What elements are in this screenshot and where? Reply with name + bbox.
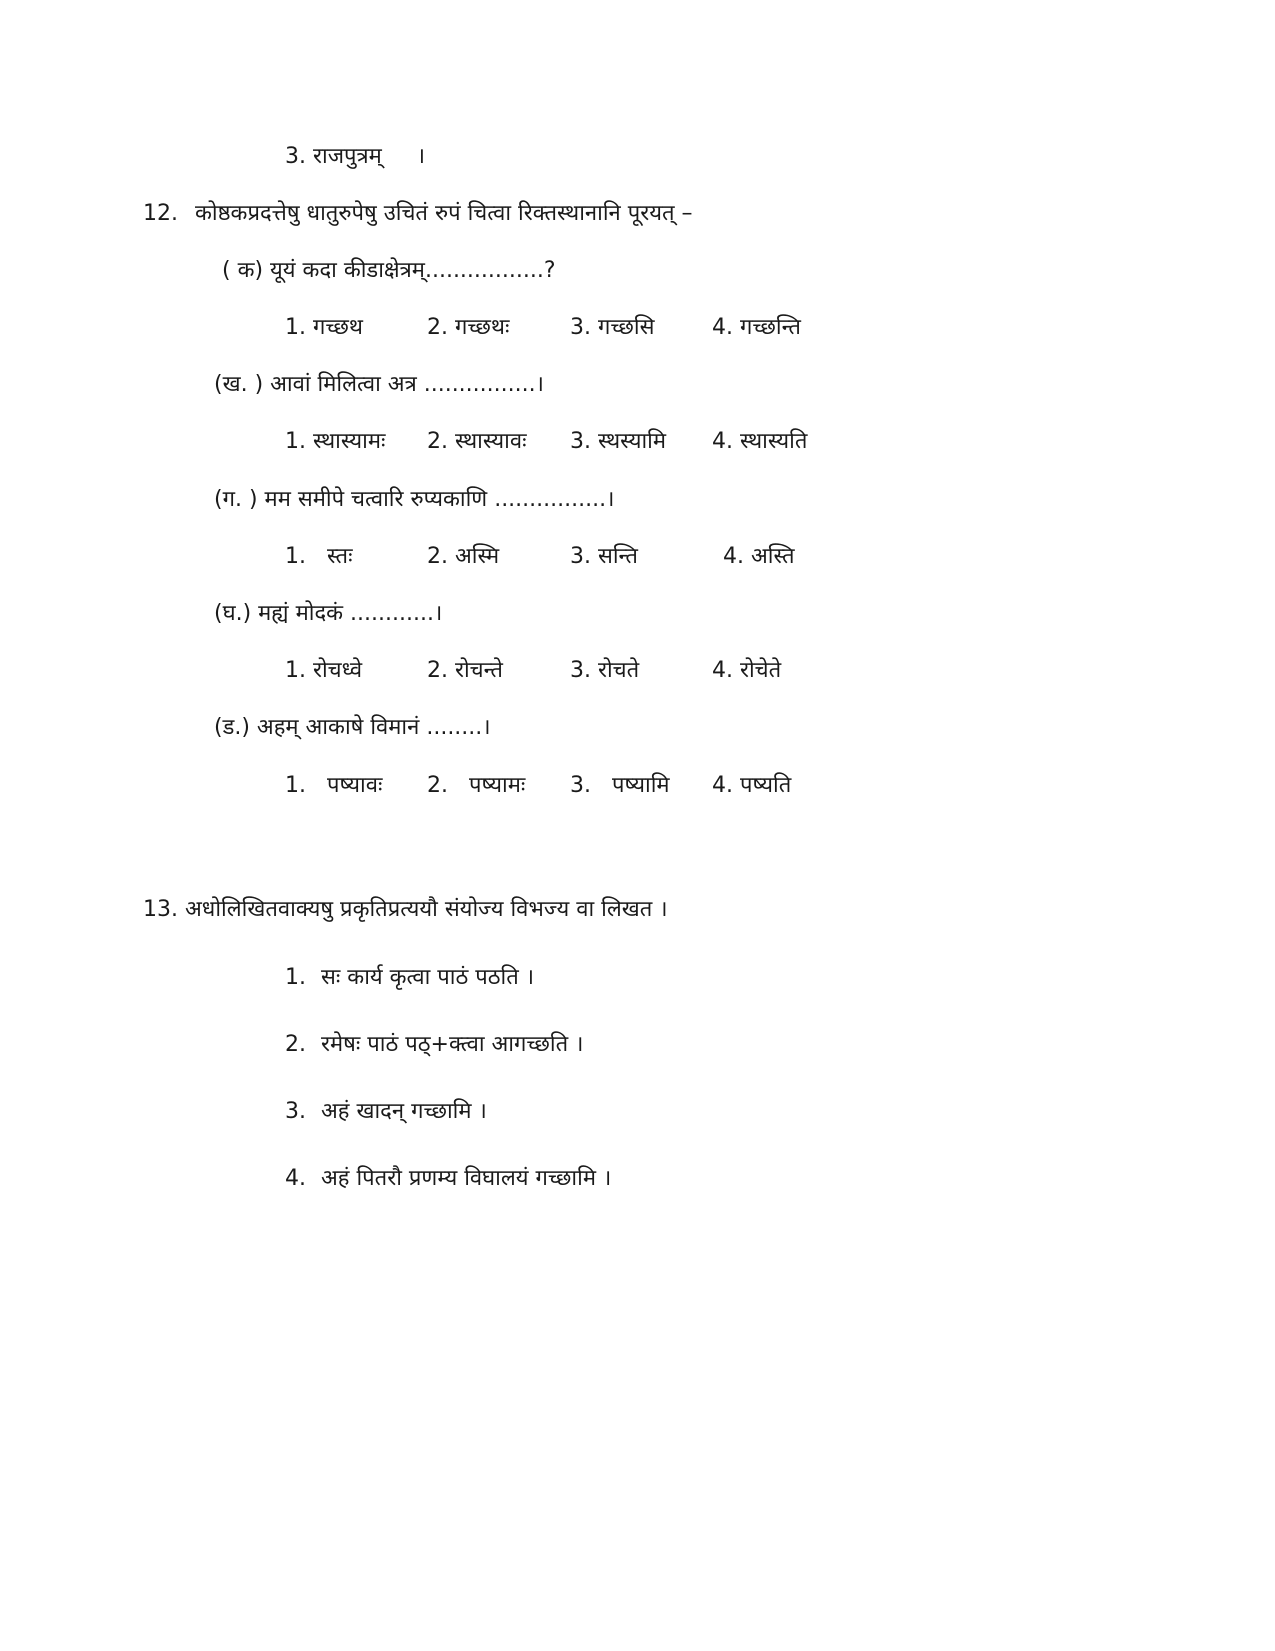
option: 1. स्थास्यामः	[285, 429, 386, 454]
q12-part-ka-sentence: ( क) यूयं कदा कीडाक्षेत्रम्.................?	[222, 258, 556, 283]
option: 4. स्थास्यति	[712, 429, 808, 454]
q13-item-text: अहं पितरौ प्रणम्य विघालयं गच्छामि ।	[321, 1166, 612, 1191]
option: 4. अस्ति	[723, 544, 795, 569]
q12-part-ga-options	[0, 542, 1275, 572]
option: 4. गच्छन्ति	[712, 315, 801, 340]
q12-part-kha-sentence: (ख. ) आवां मिलित्वा अत्र ................।	[214, 372, 544, 397]
question-13-number: 13.	[143, 897, 178, 922]
option: 3. सन्ति	[570, 544, 638, 569]
q13-item-number: 2.	[285, 1032, 306, 1057]
q12-part-gha-sentence: (घ.) मह्यं मोदकं ............।	[214, 601, 443, 626]
option: 4. रोचेते	[712, 658, 782, 683]
q13-item-number: 1.	[285, 965, 306, 990]
question-12-instruction: कोष्ठकप्रदत्तेषु धातुरुपेषु उचितं रुपं चित्वा रिक्तस्थानानि पूरयत् –	[195, 201, 693, 226]
q13-item-text: अहं खादन् गच्छामि ।	[321, 1099, 487, 1124]
question-12-number: 12.	[143, 201, 178, 226]
option: 3. स्थस्यामि	[570, 429, 667, 454]
option: 3. पष्यामि	[570, 773, 670, 798]
option: 2. स्थास्यावः	[427, 429, 527, 454]
option: 1. पष्यावः	[285, 773, 383, 798]
q12-part-nga-options	[0, 771, 1275, 801]
q13-item-text: रमेषः पाठं पठ्+क्त्वा आगच्छति ।	[321, 1032, 584, 1057]
q12-part-gha-options	[0, 656, 1275, 686]
option: 4. पष्यति	[712, 773, 792, 798]
q13-item	[285, 1097, 1085, 1127]
option: 1. स्तः	[285, 544, 353, 569]
option: 3. गच्छसि	[570, 315, 655, 340]
question-13-instruction: अधोलिखितवाक्यषु प्रकृतिप्रत्ययौ संयोज्य विभज्य वा लिखत ।	[185, 897, 668, 922]
q13-item	[285, 1030, 1085, 1060]
q12-part-nga-sentence: (ड.) अहम् आकाषे विमानं ........।	[214, 715, 491, 740]
q12-part-ga-sentence: (ग. ) मम समीपे चत्वारि रुप्यकाणि ................।	[214, 487, 615, 512]
previous-item	[285, 142, 425, 172]
previous-item-number: 3.	[285, 144, 306, 169]
option: 2. पष्यामः	[427, 773, 526, 798]
q13-item	[285, 1164, 1085, 1194]
q13-item-number: 3.	[285, 1099, 306, 1124]
option: 2. गच्छथः	[427, 315, 510, 340]
q13-item	[285, 963, 1085, 993]
q13-item-text: सः कार्य कृत्वा पाठं पठति ।	[321, 965, 535, 990]
q12-part-ka-options	[0, 313, 1275, 343]
option: 2. अस्मि	[427, 544, 500, 569]
option: 1. रोचध्वे	[285, 658, 363, 683]
option: 1. गच्छथ	[285, 315, 363, 340]
previous-item-text: राजपुत्रम् ।	[313, 144, 426, 169]
q12-part-kha-options	[0, 427, 1275, 457]
option: 2. रोचन्ते	[427, 658, 503, 683]
q13-item-number: 4.	[285, 1166, 306, 1191]
question-12-heading	[143, 199, 693, 229]
question-13-heading	[143, 895, 668, 925]
option: 3. रोचते	[570, 658, 640, 683]
